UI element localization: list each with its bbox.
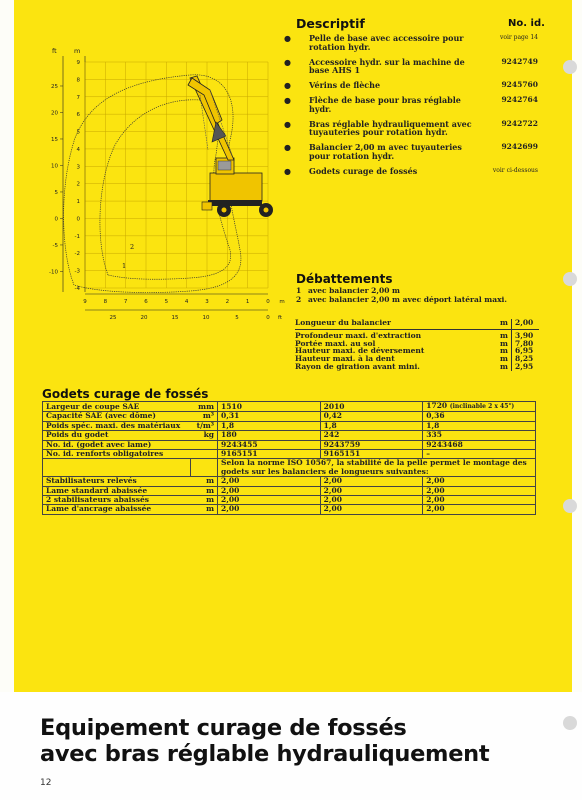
- m-tick-label: 5: [76, 129, 80, 136]
- m-tick-label: 3: [76, 164, 80, 171]
- x-m-tick-label: 1: [245, 299, 250, 305]
- list-item: ● Godets curage de fossés voir ci-dessous: [284, 165, 538, 176]
- list-item: ● Flèche de base pour bras réglable hydr. 9242764: [284, 95, 538, 114]
- table-row: Poids du godet kg 180 242 335: [43, 431, 536, 440]
- table-row: 2 stabilisateurs abaissés m 2,00 2,00 2,00: [43, 496, 536, 505]
- x-ft-tick-label: 15: [171, 315, 179, 321]
- stability-note: Selon la norme ISO 10567, la stabilité de la pelle permet le montage des godets sur les balanciers de longueurs suivantes:: [218, 459, 536, 477]
- x-ft-tick-label: 5: [235, 315, 239, 321]
- bullet-icon: ●: [284, 56, 291, 67]
- list-item: ● Accessoire hydr. sur la machine de base AHS 1 9242749: [284, 56, 538, 76]
- m-tick-label: 2: [76, 181, 80, 188]
- m-tick-label: 6: [76, 112, 80, 119]
- x-m-tick-label: 0: [266, 299, 270, 305]
- x-ft-tick-label: 10: [202, 315, 210, 321]
- m-tick-label: -2: [74, 251, 80, 258]
- ft-tick-label: 0: [54, 216, 58, 223]
- table-row: Longueur du balancier m 2,00: [295, 319, 539, 329]
- binder-hole: [563, 716, 577, 730]
- x-ft-tick-label: ft: [278, 315, 282, 321]
- list-item: 1 avec balancier 2,00 m: [296, 286, 400, 295]
- table-row: Portée maxi. au sol m 7,80: [295, 340, 539, 348]
- ft-tick-label: 10: [51, 163, 58, 170]
- table-row: Hauteur maxi. de déversement m 6,95: [295, 347, 539, 355]
- list-item: ● Balancier 2,00 m avec tuyauteries pour rotation hydr. 9242699: [284, 142, 538, 161]
- godets-table: [42, 401, 536, 515]
- ft-axis-label: ft: [52, 47, 57, 55]
- m-tick-label: 0: [76, 216, 80, 223]
- table-row: Largeur de coupe SAE mm 1510 2010 1720 (inclinable 2 x 45°): [43, 402, 536, 412]
- m-tick-label: -1: [74, 233, 80, 240]
- table-row: Poids spéc. maxi. des matériaux t/m³ 1,8 1,8 1,8: [43, 421, 536, 430]
- table-row: Rayon de giration avant mini. m 2,95: [295, 363, 539, 371]
- table-row: Hauteur maxi. à la dent m 8,25: [295, 355, 539, 363]
- m-tick-label: 8: [76, 77, 80, 84]
- table-row: No. id. renforts obligatoires 9165151 9165151 –: [43, 450, 536, 459]
- curve-label-2: 2: [130, 243, 135, 251]
- x-m-tick-label: 5: [164, 299, 169, 305]
- x-m-tick-label: 4: [184, 299, 189, 305]
- page-title-line-1: Equipement curage de fossés: [40, 715, 407, 741]
- ft-tick-label: -5: [52, 242, 58, 249]
- table-row: Profondeur maxi. d'extraction m 3,90: [295, 329, 539, 339]
- bullet-icon: ●: [284, 165, 291, 176]
- x-ft-tick-label: 20: [140, 315, 148, 321]
- x-ft-tick-label: 25: [109, 315, 117, 321]
- table-row: Lame standard abaissée m 2,00 2,00 2,00: [43, 486, 536, 495]
- debattements-title: Débattements: [296, 272, 393, 286]
- table-row: No. id. (godet avec lame) 9243455 9243759 9243468: [43, 440, 536, 449]
- table-row: Lame d'ancrage abaissée m 2,00 2,00 2,00: [43, 505, 536, 514]
- table-row: [43, 459, 536, 477]
- m-tick-label: 9: [76, 60, 80, 66]
- bullet-icon: ●: [284, 118, 291, 129]
- list-item: ● Bras réglable hydrauliquement avec tuyauteries pour rotation hydr. 9242722: [284, 118, 538, 138]
- m-tick-label: -4: [74, 286, 80, 292]
- ft-tick-label: -10: [49, 269, 58, 276]
- ft-tick-label: 15: [51, 136, 58, 143]
- debattements-list: [296, 287, 507, 304]
- bullet-icon: ●: [284, 33, 291, 43]
- no-id-header: No. id.: [508, 18, 545, 29]
- m-tick-label: 4: [76, 146, 80, 153]
- page-title-line-2: avec bras réglable hydrauliquement: [40, 741, 490, 767]
- m-tick-label: -3: [74, 268, 80, 275]
- list-item: ● Vérins de flèche 9245760: [284, 80, 538, 91]
- m-tick-label: 1: [76, 199, 80, 206]
- reach-diagram: [40, 40, 285, 330]
- bullet-icon: ●: [284, 95, 291, 106]
- curve-label-1: 1: [122, 262, 127, 270]
- table-row: Capacité SAE (avec dôme) m³ 0,31 0,42 0,36: [43, 412, 536, 421]
- binder-hole: [563, 272, 577, 286]
- ft-tick-label: 25: [51, 83, 58, 90]
- x-m-tick-label: 6: [144, 299, 148, 305]
- x-m-tick-label: 3: [205, 299, 209, 305]
- descriptif-title: Descriptif: [296, 16, 365, 31]
- x-m-tick-label: 9: [83, 299, 87, 305]
- binder-hole: [563, 499, 577, 513]
- godets-title: Godets curage de fossés: [42, 387, 209, 401]
- excavator-icon: [188, 76, 273, 217]
- bullet-icon: ●: [284, 142, 291, 153]
- x-m-tick-label: 2: [225, 299, 230, 305]
- list-item: ● Pelle de base avec accessoire pour rotation hydr. voir page 14: [284, 33, 538, 52]
- page-number: 12: [40, 778, 52, 788]
- descriptif-list: [284, 34, 538, 182]
- reach-spec-table: [295, 319, 539, 371]
- m-axis-label: m: [74, 47, 81, 55]
- binder-hole: [563, 60, 577, 74]
- ft-tick-label: 5: [54, 189, 58, 196]
- x-m-tick-label: m: [279, 299, 285, 305]
- bullet-icon: ●: [284, 80, 291, 91]
- table-row: Stabilisateurs relevés m 2,00 2,00 2,00: [43, 477, 536, 486]
- ft-tick-label: 20: [51, 110, 58, 117]
- m-tick-label: 7: [76, 94, 80, 101]
- list-item: 2 avec balancier 2,00 m avec déport latéral maxi.: [296, 294, 508, 304]
- x-m-tick-label: 7: [123, 299, 128, 305]
- x-m-tick-label: 8: [103, 299, 108, 305]
- x-ft-tick-label: 0: [266, 315, 270, 321]
